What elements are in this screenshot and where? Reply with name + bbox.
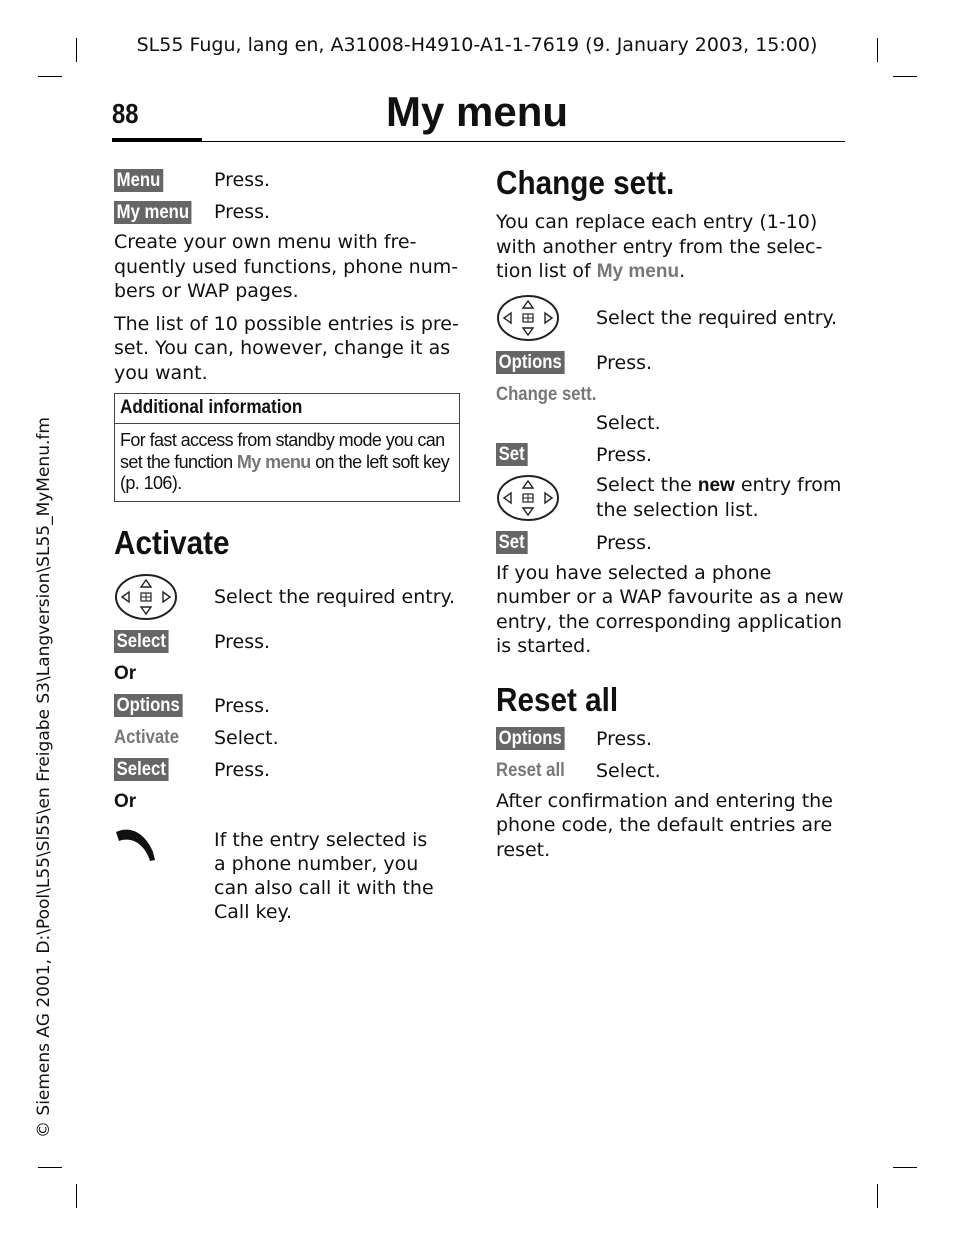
page-number: 88 [112,98,139,129]
crop-mark [38,76,62,77]
or-label: Or [114,662,137,684]
activate-heading: Activate [114,523,230,561]
step-row [114,572,464,622]
navigation-key-icon [496,294,560,342]
intro-paragraph: Create your own menu with fre-quently used functions, phone num-bers or WAP pages. [114,231,459,302]
crop-mark [893,76,917,77]
or-label: Or [114,790,137,812]
page-title: My menu [385,88,569,135]
info-body-text: For fast access from standby mode you can set the function [120,430,445,472]
menu-softkey[interactable]: Menu [114,169,163,192]
info-title [115,397,459,424]
side-file-path: © Siemens AG 2001, D:\Pool\L55\Sl55\en Freigabe S3\Langversion\SL55_MyMenu.fm [34,417,54,1138]
crop-mark [38,1167,62,1168]
step-text: Select. [596,759,661,782]
step-row [114,626,464,658]
info-body [120,430,454,495]
my-menu-ref: My menu [596,261,680,282]
step-row [496,755,846,787]
step-text: Press. [214,201,271,223]
step-text: Select. [596,411,661,434]
options-softkey[interactable]: Options [496,727,564,750]
step-text: Press. [596,351,653,374]
paragraph-text: . [679,260,686,282]
step-row [114,164,464,196]
my-menu-softkey[interactable]: My menu [114,201,192,224]
set-softkey[interactable]: Set [496,531,527,554]
change-paragraph [496,210,846,285]
options-softkey[interactable]: Options [114,694,182,717]
or-row [114,786,464,818]
step-text: Press. [214,630,271,653]
step-text: Select. [214,726,279,749]
reset-all-heading: Reset all [496,680,619,718]
info-menu-ref: My menu [236,451,311,472]
new-emphasis: new [697,475,735,496]
step-row [114,196,464,228]
reset-all-menu-item[interactable]: Reset all [496,759,565,781]
step-row [114,722,464,754]
navigation-key-icon [496,474,560,522]
step-text: Press. [214,694,271,717]
set-softkey[interactable]: Set [496,443,527,466]
step-row [496,347,846,379]
step-row [114,690,464,722]
paragraph-text: You can replace each entry (1-10) with another entry from the selec-tion list of [496,211,823,282]
step-row [496,411,846,435]
change-result-paragraph: If you have selected a phone number or a WAP favourite as a new entry, the corresponding application is started. [496,561,844,657]
step-text: Press. [214,169,271,191]
step-row [496,527,846,559]
left-column [114,164,464,924]
document-header: SL55 Fugu, lang en, A31008-H4910-A1-1-7619 (9. January 2003, 15:00) [136,34,818,56]
step-text: Press. [596,443,653,466]
step-row [496,293,846,343]
crop-mark [76,1184,77,1208]
options-softkey[interactable]: Options [496,351,564,374]
change-settings-heading: Change sett. [496,164,675,201]
right-column [496,164,846,870]
intro-paragraph: The list of 10 possible entries is pre-set. You can, however, change it as you want. [114,312,459,384]
or-row [114,658,464,690]
activate-menu-item[interactable]: Activate [114,726,180,748]
step-text: Press. [596,531,653,554]
select-softkey[interactable]: Select [114,630,169,653]
call-key-icon [114,828,158,864]
title-rule [112,141,845,142]
crop-mark [877,1184,878,1208]
select-softkey[interactable]: Select [114,758,169,781]
step-row [496,439,846,471]
step-text: Press. [596,727,653,750]
step-row [496,723,846,755]
info-title-text: Additional information [120,397,303,418]
crop-mark [893,1167,917,1168]
info-body-text: on the left soft key (p. 106). [120,451,450,493]
step-row [496,471,846,525]
step-row [114,754,464,786]
step-text-part: entry from the selection list. [596,474,842,521]
step-text: Select the required entry. [596,306,838,329]
navigation-key-icon [114,573,178,621]
additional-info-box [114,393,460,502]
change-settings-menu-item[interactable]: Change sett. [496,383,597,405]
step-text [596,473,844,522]
step-text-part: Select the [596,474,698,496]
step-row [496,379,846,411]
step-text: If the entry selected is a phone number, you can also call it with the Call key. [214,828,434,923]
step-text: Select the required entry. [214,585,456,608]
reset-paragraph: After confirmation and entering the phone code, the default entries are reset. [496,789,833,861]
step-row [114,828,464,924]
step-text: Press. [214,758,271,781]
